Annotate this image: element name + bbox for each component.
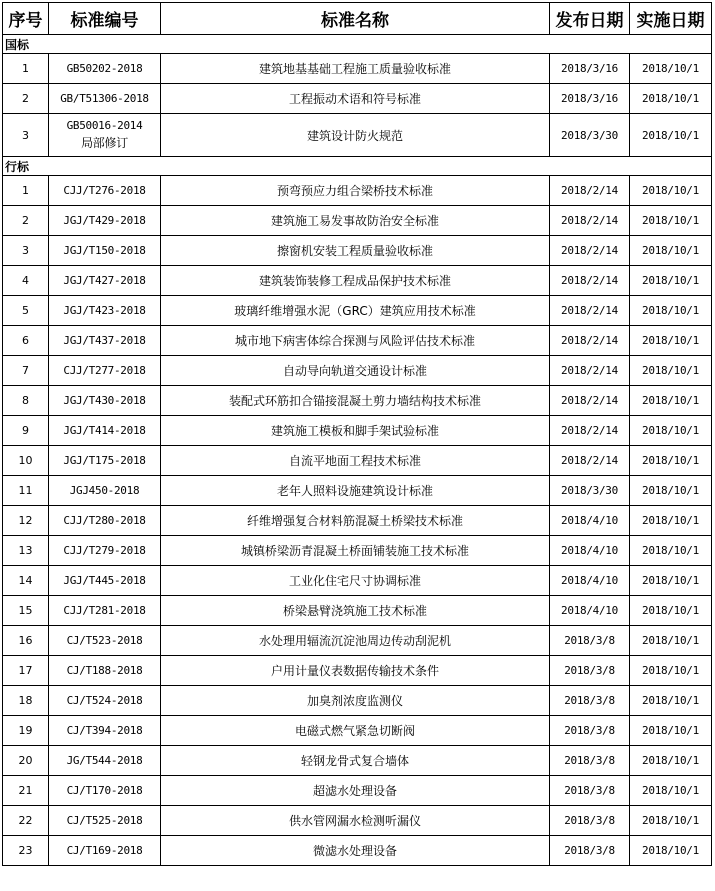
- cell-seq: 2: [3, 206, 49, 236]
- cell-effective-date: 2018/10/1: [630, 356, 712, 386]
- table-row: [3, 566, 712, 596]
- cell-publish-date: 2018/2/14: [550, 416, 630, 446]
- cell-publish-date: 2018/3/8: [550, 686, 630, 716]
- cell-seq: 10: [3, 446, 49, 476]
- cell-name: 户用计量仪表数据传输技术条件: [161, 656, 550, 686]
- cell-code-text: CJJ/T279-2018: [63, 544, 146, 557]
- cell-effective-date: 2018/10/1: [630, 476, 712, 506]
- cell-code-text: JGJ/T429-2018: [63, 214, 146, 227]
- cell-name: 加臭剂浓度监测仪: [161, 686, 550, 716]
- cell-name: 纤维增强复合材料筋混凝土桥梁技术标准: [161, 506, 550, 536]
- cell-name: 装配式环筋扣合锚接混凝土剪力墙结构技术标准: [161, 386, 550, 416]
- cell-name: 建筑施工模板和脚手架试验标准: [161, 416, 550, 446]
- cell-code-text: CJJ/T277-2018: [63, 364, 146, 377]
- table-row: [3, 416, 712, 446]
- table-row: [3, 176, 712, 206]
- cell-code-text: CJ/T169-2018: [66, 844, 143, 857]
- header-publish-date: 发布日期: [550, 3, 630, 35]
- table-row: [3, 716, 712, 746]
- cell-code-text: JGJ/T430-2018: [63, 394, 146, 407]
- cell-code-note: 局部修订: [81, 136, 128, 150]
- cell-code: [49, 746, 161, 776]
- cell-code-text: JGJ/T445-2018: [63, 574, 146, 587]
- cell-effective-date: 2018/10/1: [630, 296, 712, 326]
- table-row: [3, 386, 712, 416]
- cell-effective-date: 2018/10/1: [630, 836, 712, 866]
- table-row: [3, 206, 712, 236]
- cell-effective-date: 2018/10/1: [630, 596, 712, 626]
- cell-code: [49, 54, 161, 84]
- cell-seq: 17: [3, 656, 49, 686]
- cell-code-text: GB50016-2014: [66, 119, 143, 132]
- cell-code: [49, 446, 161, 476]
- cell-code: [49, 536, 161, 566]
- table-row: [3, 746, 712, 776]
- cell-code: [49, 326, 161, 356]
- cell-seq: 1: [3, 54, 49, 84]
- cell-name: 擦窗机安装工程质量验收标准: [161, 236, 550, 266]
- cell-code: [49, 566, 161, 596]
- cell-code: [49, 626, 161, 656]
- cell-publish-date: 2018/3/16: [550, 84, 630, 114]
- cell-effective-date: 2018/10/1: [630, 236, 712, 266]
- cell-effective-date: 2018/10/1: [630, 114, 712, 157]
- cell-effective-date: 2018/10/1: [630, 566, 712, 596]
- cell-code: [49, 84, 161, 114]
- cell-seq: 5: [3, 296, 49, 326]
- cell-publish-date: 2018/3/8: [550, 626, 630, 656]
- cell-name: 城市地下病害体综合探测与风险评估技术标准: [161, 326, 550, 356]
- table-row: [3, 236, 712, 266]
- cell-name: 桥梁悬臂浇筑施工技术标准: [161, 596, 550, 626]
- cell-code-text: CJ/T523-2018: [66, 634, 143, 647]
- cell-effective-date: 2018/10/1: [630, 656, 712, 686]
- cell-seq: 3: [3, 114, 49, 157]
- cell-effective-date: 2018/10/1: [630, 626, 712, 656]
- table-row: [3, 326, 712, 356]
- cell-name: 供水管网漏水检测听漏仪: [161, 806, 550, 836]
- cell-code-text: JGJ/T423-2018: [63, 304, 146, 317]
- cell-seq: 11: [3, 476, 49, 506]
- table-row: [3, 266, 712, 296]
- cell-publish-date: 2018/3/8: [550, 656, 630, 686]
- cell-seq: 8: [3, 386, 49, 416]
- cell-publish-date: 2018/3/8: [550, 806, 630, 836]
- cell-name: 微滤水处理设备: [161, 836, 550, 866]
- cell-publish-date: 2018/2/14: [550, 446, 630, 476]
- table-body: [3, 35, 712, 866]
- cell-code-text: CJ/T188-2018: [66, 664, 143, 677]
- cell-publish-date: 2018/3/8: [550, 716, 630, 746]
- table-row: [3, 686, 712, 716]
- cell-name: 建筑施工易发事故防治安全标准: [161, 206, 550, 236]
- cell-code: [49, 836, 161, 866]
- cell-name: 城镇桥梁沥青混凝土桥面铺装施工技术标准: [161, 536, 550, 566]
- cell-seq: 19: [3, 716, 49, 746]
- cell-publish-date: 2018/4/10: [550, 566, 630, 596]
- cell-seq: 9: [3, 416, 49, 446]
- table-row: [3, 356, 712, 386]
- cell-code-text: GB50202-2018: [66, 62, 143, 75]
- cell-publish-date: 2018/4/10: [550, 536, 630, 566]
- cell-publish-date: 2018/4/10: [550, 596, 630, 626]
- standards-table: [2, 2, 712, 866]
- table-row: [3, 536, 712, 566]
- section-title: 行标: [3, 157, 712, 176]
- cell-name: 老年人照料设施建筑设计标准: [161, 476, 550, 506]
- cell-seq: 21: [3, 776, 49, 806]
- cell-effective-date: 2018/10/1: [630, 686, 712, 716]
- cell-code-text: GB/T51306-2018: [60, 92, 149, 105]
- cell-publish-date: 2018/2/14: [550, 236, 630, 266]
- cell-code-text: JGJ/T175-2018: [63, 454, 146, 467]
- cell-code-text: CJJ/T281-2018: [63, 604, 146, 617]
- table-row: [3, 836, 712, 866]
- cell-effective-date: 2018/10/1: [630, 506, 712, 536]
- cell-effective-date: 2018/10/1: [630, 84, 712, 114]
- cell-effective-date: 2018/10/1: [630, 266, 712, 296]
- table-row: [3, 476, 712, 506]
- table-row: [3, 626, 712, 656]
- cell-seq: 22: [3, 806, 49, 836]
- cell-code: [49, 176, 161, 206]
- cell-seq: 12: [3, 506, 49, 536]
- cell-publish-date: 2018/3/30: [550, 114, 630, 157]
- cell-seq: 2: [3, 84, 49, 114]
- cell-code: [49, 416, 161, 446]
- cell-publish-date: 2018/3/16: [550, 54, 630, 84]
- cell-name: 预弯预应力组合梁桥技术标准: [161, 176, 550, 206]
- cell-seq: 16: [3, 626, 49, 656]
- header-effective-date: 实施日期: [630, 3, 712, 35]
- cell-effective-date: 2018/10/1: [630, 416, 712, 446]
- cell-seq: 20: [3, 746, 49, 776]
- cell-name: 电磁式燃气紧急切断阀: [161, 716, 550, 746]
- table-row: [3, 596, 712, 626]
- cell-seq: 14: [3, 566, 49, 596]
- section-title: 国标: [3, 35, 712, 54]
- cell-code: [49, 476, 161, 506]
- cell-effective-date: 2018/10/1: [630, 54, 712, 84]
- table-row: [3, 806, 712, 836]
- cell-code-text: JGJ450-2018: [69, 484, 140, 497]
- cell-seq: 1: [3, 176, 49, 206]
- cell-code: [49, 206, 161, 236]
- cell-effective-date: 2018/10/1: [630, 326, 712, 356]
- cell-code-text: JGJ/T427-2018: [63, 274, 146, 287]
- cell-name: 工程振动术语和符号标准: [161, 84, 550, 114]
- cell-seq: 4: [3, 266, 49, 296]
- cell-code: [49, 236, 161, 266]
- cell-name: 水处理用辐流沉淀池周边传动刮泥机: [161, 626, 550, 656]
- table-row: [3, 296, 712, 326]
- cell-effective-date: 2018/10/1: [630, 206, 712, 236]
- cell-code: [49, 716, 161, 746]
- section-row: [3, 35, 712, 54]
- cell-code: [49, 506, 161, 536]
- cell-code: [49, 386, 161, 416]
- table-row: [3, 656, 712, 686]
- header-code: 标准编号: [49, 3, 161, 35]
- cell-seq: 23: [3, 836, 49, 866]
- cell-name: 超滤水处理设备: [161, 776, 550, 806]
- cell-publish-date: 2018/2/14: [550, 386, 630, 416]
- table-row: [3, 776, 712, 806]
- table-row: [3, 114, 712, 157]
- cell-code: [49, 266, 161, 296]
- cell-seq: 15: [3, 596, 49, 626]
- table-row: [3, 506, 712, 536]
- cell-code-text: CJJ/T280-2018: [63, 514, 146, 527]
- cell-publish-date: 2018/2/14: [550, 296, 630, 326]
- cell-name: 工业化住宅尺寸协调标准: [161, 566, 550, 596]
- cell-effective-date: 2018/10/1: [630, 386, 712, 416]
- cell-publish-date: 2018/3/8: [550, 746, 630, 776]
- cell-publish-date: 2018/2/14: [550, 326, 630, 356]
- cell-publish-date: 2018/2/14: [550, 176, 630, 206]
- cell-effective-date: 2018/10/1: [630, 176, 712, 206]
- cell-code-text: CJ/T525-2018: [66, 814, 143, 827]
- cell-publish-date: 2018/3/8: [550, 776, 630, 806]
- cell-seq: 6: [3, 326, 49, 356]
- cell-publish-date: 2018/4/10: [550, 506, 630, 536]
- standards-table-container: [2, 2, 712, 866]
- table-row: [3, 84, 712, 114]
- cell-seq: 13: [3, 536, 49, 566]
- cell-effective-date: 2018/10/1: [630, 716, 712, 746]
- cell-code: [49, 296, 161, 326]
- cell-code-text: CJ/T394-2018: [66, 724, 143, 737]
- cell-code: [49, 596, 161, 626]
- cell-effective-date: 2018/10/1: [630, 746, 712, 776]
- cell-code-text: JG/T544-2018: [66, 754, 143, 767]
- header-seq: 序号: [3, 3, 49, 35]
- cell-code: [49, 776, 161, 806]
- cell-code-text: CJJ/T276-2018: [63, 184, 146, 197]
- table-row: [3, 446, 712, 476]
- cell-seq: 3: [3, 236, 49, 266]
- cell-publish-date: 2018/2/14: [550, 266, 630, 296]
- header-row: [3, 3, 712, 35]
- cell-name: 自流平地面工程技术标准: [161, 446, 550, 476]
- cell-code-text: JGJ/T150-2018: [63, 244, 146, 257]
- header-name: 标准名称: [161, 3, 550, 35]
- cell-code: [49, 114, 161, 157]
- cell-seq: 18: [3, 686, 49, 716]
- cell-publish-date: 2018/3/30: [550, 476, 630, 506]
- cell-name: 轻钢龙骨式复合墙体: [161, 746, 550, 776]
- cell-code: [49, 686, 161, 716]
- cell-name: 建筑地基基础工程施工质量验收标准: [161, 54, 550, 84]
- cell-name: 自动导向轨道交通设计标准: [161, 356, 550, 386]
- cell-code: [49, 356, 161, 386]
- cell-code-text: CJ/T170-2018: [66, 784, 143, 797]
- cell-publish-date: 2018/2/14: [550, 206, 630, 236]
- table-row: [3, 54, 712, 84]
- cell-publish-date: 2018/2/14: [550, 356, 630, 386]
- cell-code-text: JGJ/T414-2018: [63, 424, 146, 437]
- cell-effective-date: 2018/10/1: [630, 536, 712, 566]
- cell-effective-date: 2018/10/1: [630, 776, 712, 806]
- cell-name: 建筑设计防火规范: [161, 114, 550, 157]
- section-row: [3, 157, 712, 176]
- cell-code-text: CJ/T524-2018: [66, 694, 143, 707]
- cell-name: 建筑装饰装修工程成品保护技术标准: [161, 266, 550, 296]
- cell-effective-date: 2018/10/1: [630, 806, 712, 836]
- cell-effective-date: 2018/10/1: [630, 446, 712, 476]
- cell-code: [49, 656, 161, 686]
- cell-seq: 7: [3, 356, 49, 386]
- cell-code-text: JGJ/T437-2018: [63, 334, 146, 347]
- cell-name: 玻璃纤维增强水泥（GRC）建筑应用技术标准: [161, 296, 550, 326]
- cell-code: [49, 806, 161, 836]
- cell-publish-date: 2018/3/8: [550, 836, 630, 866]
